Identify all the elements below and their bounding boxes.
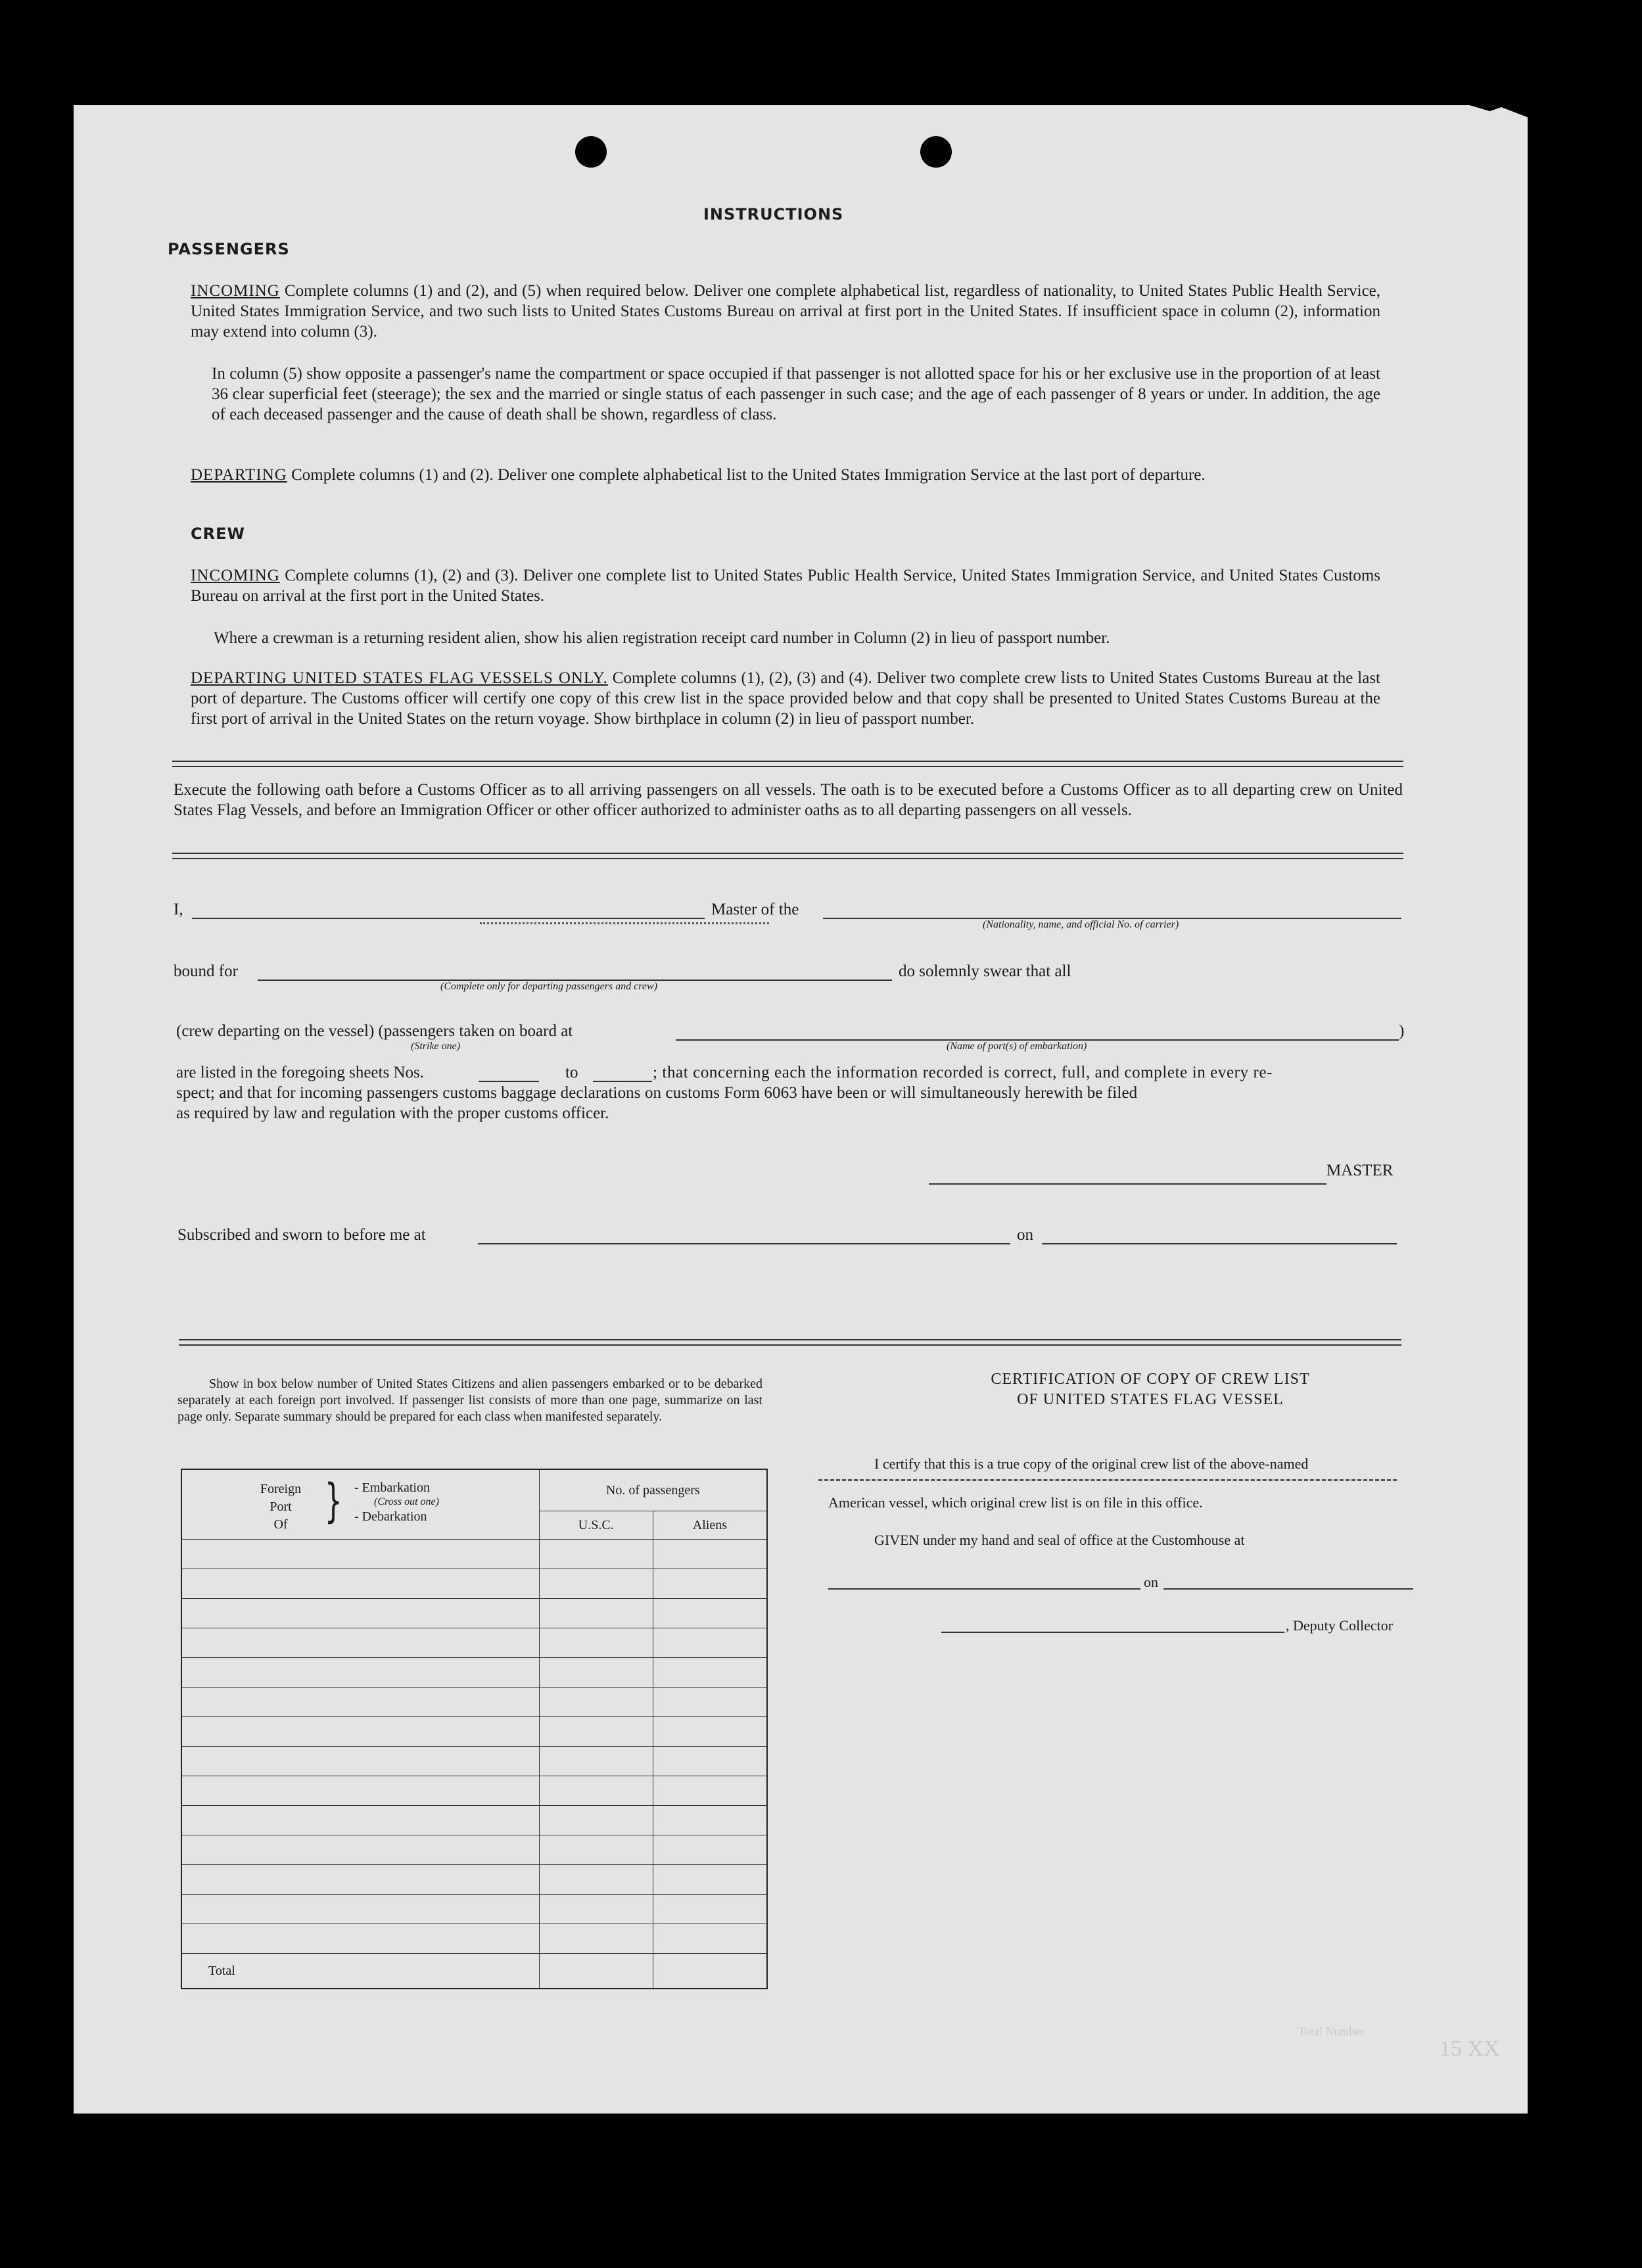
- passengers-departing-label: DEPARTING: [191, 466, 287, 484]
- certification-on-label: on: [1144, 1574, 1158, 1590]
- page-title: INSTRUCTIONS: [703, 205, 844, 224]
- oath-line-1-rest: ; that concerning each the information recorded is correct, full, and complete in every re-: [653, 1064, 1273, 1081]
- given-text: GIVEN under my hand and seal of office at the Customhouse at: [874, 1532, 1245, 1548]
- passengers-departing-paragraph: [191, 465, 1380, 485]
- passengers-departing-text: Complete columns (1) and (2). Deliver one complete alphabetical list to the United States Immigration Service at the last port of departure.: [291, 466, 1206, 484]
- divider-bottom-2: [179, 1344, 1401, 1346]
- certification-title-line-2: OF UNITED STATES FLAG VESSEL: [1017, 1391, 1284, 1408]
- summary-total-row[interactable]: [181, 1954, 767, 1989]
- summary-row[interactable]: [181, 1658, 767, 1688]
- certification-title: [822, 1369, 1479, 1410]
- embarkation-label: - Embarkation: [354, 1480, 430, 1495]
- brace-icon: }: [324, 1474, 342, 1528]
- master-name-line[interactable]: [192, 918, 705, 919]
- bleed-code: 15 XX: [1440, 2037, 1500, 2061]
- punch-hole-right: [920, 136, 952, 168]
- certification-text-1: I certify that this is a true copy of the original crew list of the above-named: [874, 1455, 1309, 1472]
- usc-header: U.S.C.: [539, 1511, 653, 1540]
- subscribed-label: Subscribed and sworn to before me at: [177, 1226, 426, 1244]
- summary-row[interactable]: [181, 1688, 767, 1717]
- port-label: Port: [270, 1500, 292, 1514]
- oath-line-3: as required by law and regulation with the proper customs officer.: [176, 1104, 609, 1122]
- passengers-heading: PASSENGERS: [168, 240, 290, 258]
- divider-top-1: [172, 761, 1403, 762]
- summary-row[interactable]: [181, 1806, 767, 1835]
- passengers-incoming-paragraph: [191, 281, 1380, 342]
- deputy-collector-label: , Deputy Collector: [1286, 1617, 1394, 1634]
- oath-line-2: spect; and that for incoming passengers customs baggage declarations on customs Form 6063 have been or will simultaneously herewith be filed: [176, 1084, 1138, 1102]
- divider-mid-1: [172, 853, 1403, 854]
- summary-row[interactable]: [181, 1835, 767, 1865]
- summary-header-row: [181, 1469, 767, 1511]
- certification-date-line[interactable]: [1163, 1588, 1413, 1590]
- no-of-passengers-header: No. of passengers: [539, 1469, 767, 1511]
- ports-caption: (Name of port(s) of embarkation): [947, 1041, 1087, 1052]
- master-signature-line[interactable]: [929, 1183, 1326, 1185]
- crew-departing-text: Complete columns (1), (2), (3) and (4). Deliver two complete crew lists to United States Customs Bureau at the last port of departure. The Customs officer will certify one copy of this crew list in the space provided below and that copy shall be presented to United States Customs Bureau at the first port of arrival in the United States on the return voyage. Show birthplace in column (2) in lieu of passport number.: [191, 669, 1380, 728]
- summary-row[interactable]: [181, 1569, 767, 1599]
- aliens-header: Aliens: [653, 1511, 767, 1540]
- certification-dotted-line: [818, 1479, 1397, 1481]
- divider-bottom-1: [179, 1339, 1401, 1340]
- divider-mid-2: [172, 858, 1403, 859]
- debarkation-label: - Debarkation: [354, 1509, 427, 1524]
- swear-text: do solemnly swear that all: [899, 962, 1071, 980]
- summary-row[interactable]: [181, 1776, 767, 1806]
- bound-for-label: bound for: [174, 962, 238, 980]
- customhouse-line[interactable]: [828, 1588, 1140, 1590]
- crew-departing-paragraph: [191, 668, 1380, 729]
- summary-instructions: Show in box below number of United States Citizens and alien passengers embarked or to be debarked separately at each foreign port involved. If passenger list consists of more than one page, summarize on last page only. Separate summary should be prepared for each class when manifested separately.: [177, 1377, 762, 1424]
- summary-row[interactable]: [181, 1628, 767, 1658]
- crew-departing-label: DEPARTING UNITED STATES FLAG VESSELS ONLY.: [191, 669, 608, 687]
- crew-resident-paragraph: Where a crewman is a returning resident alien, show his alien registration receipt card number in Column (2) in lieu of passport number.: [214, 629, 1110, 647]
- close-paren: ): [1399, 1022, 1405, 1040]
- summary-row[interactable]: [181, 1895, 767, 1924]
- certification-title-line-1: CERTIFICATION OF COPY OF CREW LIST: [991, 1371, 1310, 1388]
- of-label: Of: [273, 1517, 288, 1532]
- sheets-from-line[interactable]: [479, 1081, 539, 1082]
- sheets-to-line[interactable]: [593, 1081, 652, 1082]
- oath-i-label: I,: [174, 901, 183, 918]
- bleed-total-number: Total Number: [1298, 2025, 1365, 2038]
- foreign-label: Foreign: [260, 1482, 302, 1496]
- column5-paragraph: In column (5) show opposite a passenger's name the compartment or space occupied if that passenger is not allotted space for his or her exclusive use in the proportion of at least 36 clear superficial feet (steerage); the sex and the married or single status of each passenger in such case; and the age of each passenger of 8 years or under. In addition, the age of each deceased passenger and the cause of death shall be shown, regardless of class.: [212, 365, 1380, 423]
- subscribed-place-line[interactable]: [478, 1243, 1010, 1244]
- summary-row[interactable]: [181, 1717, 767, 1747]
- master-name-dots: [480, 922, 769, 924]
- passenger-summary-table: [181, 1469, 768, 1989]
- sheets-to-label: to: [565, 1064, 578, 1081]
- subscribed-on-label: on: [1017, 1226, 1033, 1244]
- cross-out-caption: (Cross out one): [374, 1496, 439, 1507]
- certification-text-2: American vessel, which original crew list is on file in this office.: [828, 1494, 1203, 1511]
- carrier-caption: (Nationality, name, and official No. of carrier): [983, 919, 1179, 930]
- master-label: MASTER: [1326, 1162, 1394, 1179]
- crew-incoming-text: Complete columns (1), (2) and (3). Deliver one complete list to United States Public Health Service, United States Immigration Service, and United States Customs Bureau on arrival at the first port in the United States.: [191, 567, 1381, 605]
- crew-incoming-label: INCOMING: [191, 567, 280, 584]
- passengers-incoming-text: Complete columns (1) and (2), and (5) when required below. Deliver one complete alphabetical list, regardless of nationality, to United States Public Health Service, United States Immigration Service, and two such lists to United States Customs Bureau on arrival at first port in the United States. If insufficient space in column (2), information may extend into column (3).: [191, 282, 1381, 341]
- summary-row[interactable]: [181, 1747, 767, 1776]
- crew-heading: CREW: [191, 525, 245, 543]
- summary-row[interactable]: [181, 1599, 767, 1628]
- sheets-label: are listed in the foregoing sheets Nos.: [176, 1064, 424, 1081]
- punch-hole-left: [575, 136, 607, 168]
- summary-row[interactable]: [181, 1540, 767, 1569]
- strike-one-caption: (Strike one): [411, 1041, 461, 1052]
- passengers-incoming-label: INCOMING: [191, 282, 280, 300]
- deputy-signature-line[interactable]: [941, 1632, 1284, 1633]
- oath-instructions: Execute the following oath before a Customs Officer as to all arriving passengers on all vessels. The oath is to be executed before a Customs Officer as to all departing crew on United States Flag Vessels, and before an Immigration Officer or other officer authorized to administer oaths as to all departing passengers on all vessels.: [174, 781, 1403, 819]
- summary-row[interactable]: [181, 1865, 767, 1895]
- crew-departing-text: (crew departing on the vessel) (passengers taken on board at: [176, 1022, 573, 1040]
- foreign-port-header: [181, 1469, 539, 1540]
- master-of-the-label: Master of the: [711, 901, 799, 918]
- divider-top-2: [172, 766, 1403, 767]
- crew-incoming-paragraph: [191, 565, 1380, 606]
- total-label: Total: [181, 1954, 539, 1989]
- bound-for-caption: (Complete only for departing passengers and crew): [440, 981, 658, 992]
- summary-row[interactable]: [181, 1924, 767, 1954]
- subscribed-date-line[interactable]: [1042, 1243, 1397, 1244]
